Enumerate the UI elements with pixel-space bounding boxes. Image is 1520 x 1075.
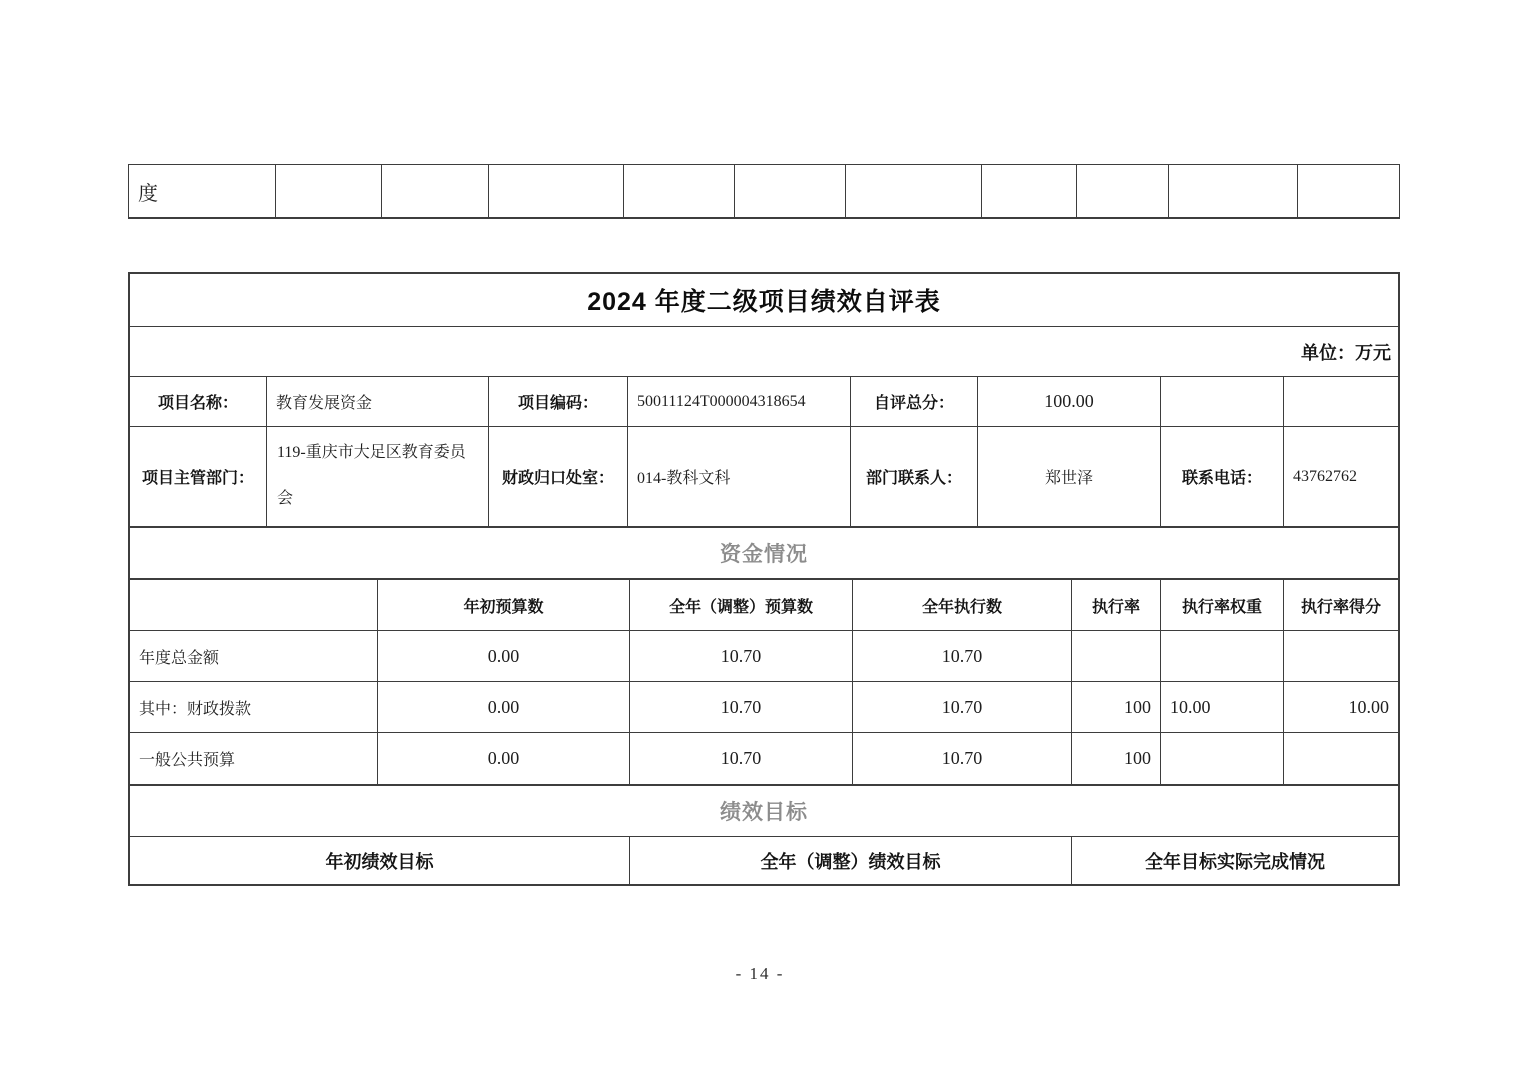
initial-value: 0.00: [378, 682, 630, 732]
col-rate-score: 执行率得分: [1300, 598, 1381, 616]
self-score-value: 100.00: [978, 377, 1161, 426]
contact-label: 部门联系人：: [851, 427, 978, 526]
carryover-cell: [1077, 165, 1169, 217]
row-label: 其中：财政拨款: [130, 682, 378, 732]
adjusted-value: 10.70: [630, 682, 853, 732]
dept-label: 项目主管部门：: [130, 427, 267, 526]
executed-value: 10.70: [853, 682, 1072, 732]
executed-value: 10.70: [853, 733, 1072, 784]
rate-value: [1072, 631, 1161, 681]
project-code-value: 50011124T000004318654: [628, 377, 851, 426]
funding-section-title: 资金情况: [720, 543, 808, 566]
score-value: 10.00: [1348, 696, 1389, 717]
weight-value: [1161, 631, 1284, 681]
score-value: [1284, 733, 1398, 784]
col-initial-goal: 年初绩效目标: [130, 837, 630, 884]
unit-label: 单位：万元: [1301, 342, 1391, 363]
carryover-cell: 度: [129, 165, 276, 217]
col-adjusted-goal: 全年（调整）绩效目标: [630, 837, 1072, 884]
col-adjusted-budget: 全年（调整）预算数: [630, 580, 853, 630]
carryover-table-row: [128, 164, 1400, 219]
unit-row: [130, 326, 1398, 376]
carryover-cell: [489, 165, 624, 217]
col-execution-rate: 执行率: [1072, 580, 1161, 630]
col-executed: 全年执行数: [853, 580, 1072, 630]
table-title: 2024 年度二级项目绩效自评表: [587, 288, 941, 316]
adjusted-value: 10.70: [630, 733, 853, 784]
performance-section-title: 绩效目标: [720, 801, 808, 824]
carryover-cell: [276, 165, 382, 217]
col-goal-completion: 全年目标实际完成情况: [1145, 851, 1325, 872]
project-name-label: 项目名称：: [130, 377, 267, 426]
funding-row-public-budget: [130, 732, 1398, 784]
project-code-label: 项目编码：: [489, 377, 628, 426]
weight-value: 10.00: [1161, 682, 1284, 732]
project-name-value: 教育发展资金: [267, 377, 489, 426]
phone-label: 联系电话：: [1161, 427, 1284, 526]
dept-value: 119-重庆市大足区教育委员会: [267, 427, 489, 526]
performance-section-row: [130, 784, 1398, 836]
contact-value: 郑世泽: [978, 427, 1161, 526]
executed-value: 10.70: [853, 631, 1072, 681]
adjusted-value: 10.70: [630, 631, 853, 681]
score-value: [1284, 631, 1398, 681]
funding-section-row: [130, 526, 1398, 578]
funding-header-row: [130, 578, 1398, 630]
funding-row-total: [130, 630, 1398, 681]
self-score-label: 自评总分：: [851, 377, 978, 426]
empty-cell: [1284, 377, 1398, 426]
col-rate-weight: 执行率权重: [1161, 580, 1284, 630]
rate-value: 100: [1072, 733, 1161, 784]
funding-row-fiscal: [130, 681, 1398, 732]
page-number: - 14 -: [735, 964, 785, 983]
performance-header-row: [130, 836, 1398, 884]
initial-value: 0.00: [378, 733, 630, 784]
carryover-cell: [846, 165, 982, 217]
carryover-cell: [735, 165, 846, 217]
rate-value: 100: [1072, 682, 1161, 732]
weight-value: [1161, 733, 1284, 784]
carryover-cell: [624, 165, 735, 217]
empty-cell: [1161, 377, 1284, 426]
evaluation-table: [128, 272, 1400, 886]
carryover-cell: [382, 165, 489, 217]
row-label: 一般公共预算: [130, 733, 378, 784]
title-row: [130, 274, 1398, 326]
carryover-cell: [1169, 165, 1298, 217]
phone-value: 43762762: [1293, 467, 1357, 485]
initial-value: 0.00: [378, 631, 630, 681]
col-initial-budget: 年初预算数: [378, 580, 630, 630]
office-value: 014-教科文科: [628, 427, 851, 526]
empty-header-cell: [130, 580, 378, 630]
project-info-row-1: [130, 376, 1398, 426]
row-label: 年度总金额: [130, 631, 378, 681]
office-label: 财政归口处室：: [489, 427, 628, 526]
carryover-cell: [1298, 165, 1399, 217]
carryover-cell: [982, 165, 1077, 217]
project-info-row-2: [130, 426, 1398, 526]
